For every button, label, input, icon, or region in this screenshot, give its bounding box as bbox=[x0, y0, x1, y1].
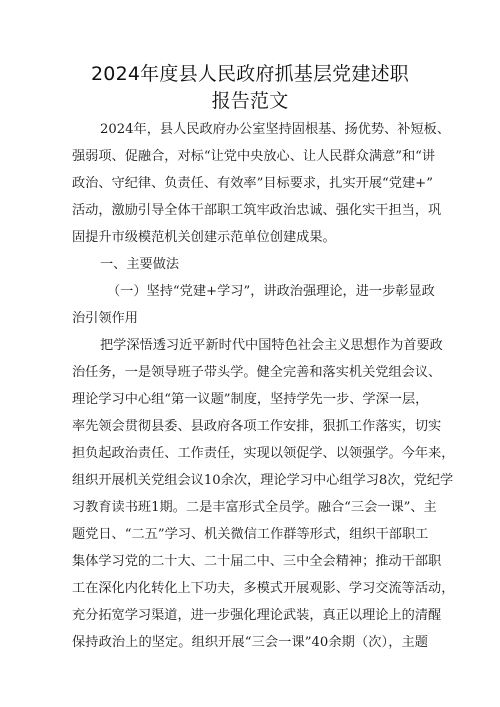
body-line: 治任务，一是领导班子带头学。健全完善和落实机关党组会议、 bbox=[72, 365, 442, 380]
body-line: 活动，激励引导全体干部职工筑牢政治忠诚、强化实干担当，巩 bbox=[72, 203, 442, 218]
body-line: 把学深悟透习近平新时代中国特色社会主义思想作为首要政 bbox=[100, 338, 443, 353]
body-line: 充分拓宽学习渠道，进一步强化理论武装，真正以理论上的清醒 bbox=[72, 608, 442, 623]
document-title-line-2: 报告范文 bbox=[211, 90, 289, 112]
body-line: 工在深化内化转化上下功夫，多模式开展观影、学习交流等活动， bbox=[72, 581, 455, 596]
body-line: 强弱项、促融合，对标“让党中央放心、让人民群众满意”和“讲 bbox=[72, 149, 436, 164]
body-line: 固提升市级模范机关创建示范单位创建成果。 bbox=[72, 230, 336, 245]
body-line: 2024年，县人民政府办公室坚持固根基、扬优势、补短板、 bbox=[100, 122, 451, 137]
body-line: 组织开展机关党组会议10余次，理论学习中心组学习8次，党纪学 bbox=[72, 473, 454, 488]
subsection-heading-cont: 治引领作用 bbox=[72, 311, 138, 326]
body-line: 理论学习中心组“第一议题”制度，坚持学先一步、学深一层， bbox=[72, 392, 429, 407]
document-title-line-1: 2024年度县人民政府抓基层党建述职 bbox=[91, 63, 409, 85]
body-line: 政治、守纪律、负责任、有效率”目标要求，扎实开展“党建+” bbox=[72, 176, 433, 191]
subsection-heading: （一）坚持“党建+学习”，讲政治强理论，进一步彰显政 bbox=[107, 284, 435, 299]
section-heading: 一、主要做法 bbox=[100, 257, 180, 272]
body-line: 保持政治上的坚定。组织开展“三会一课”40余期（次），主题 bbox=[72, 635, 428, 650]
body-line: 担负起政治责任、工作责任，实现以领促学、以领强学。今年来， bbox=[72, 446, 455, 461]
body-line: 集体学习党的二十大、二十届二中、三中全会精神；推动干部职 bbox=[72, 554, 442, 569]
body-line: 习教育读书班1期。二是丰富形式全员学。融合“三会一课”、主 bbox=[72, 500, 437, 515]
body-line: 题党日、“二五”学习、机关微信工作群等形式，组织干部职工 bbox=[72, 527, 429, 542]
body-line: 率先领会贯彻县委、县政府各项工作安排，狠抓工作落实，切实 bbox=[72, 419, 442, 434]
